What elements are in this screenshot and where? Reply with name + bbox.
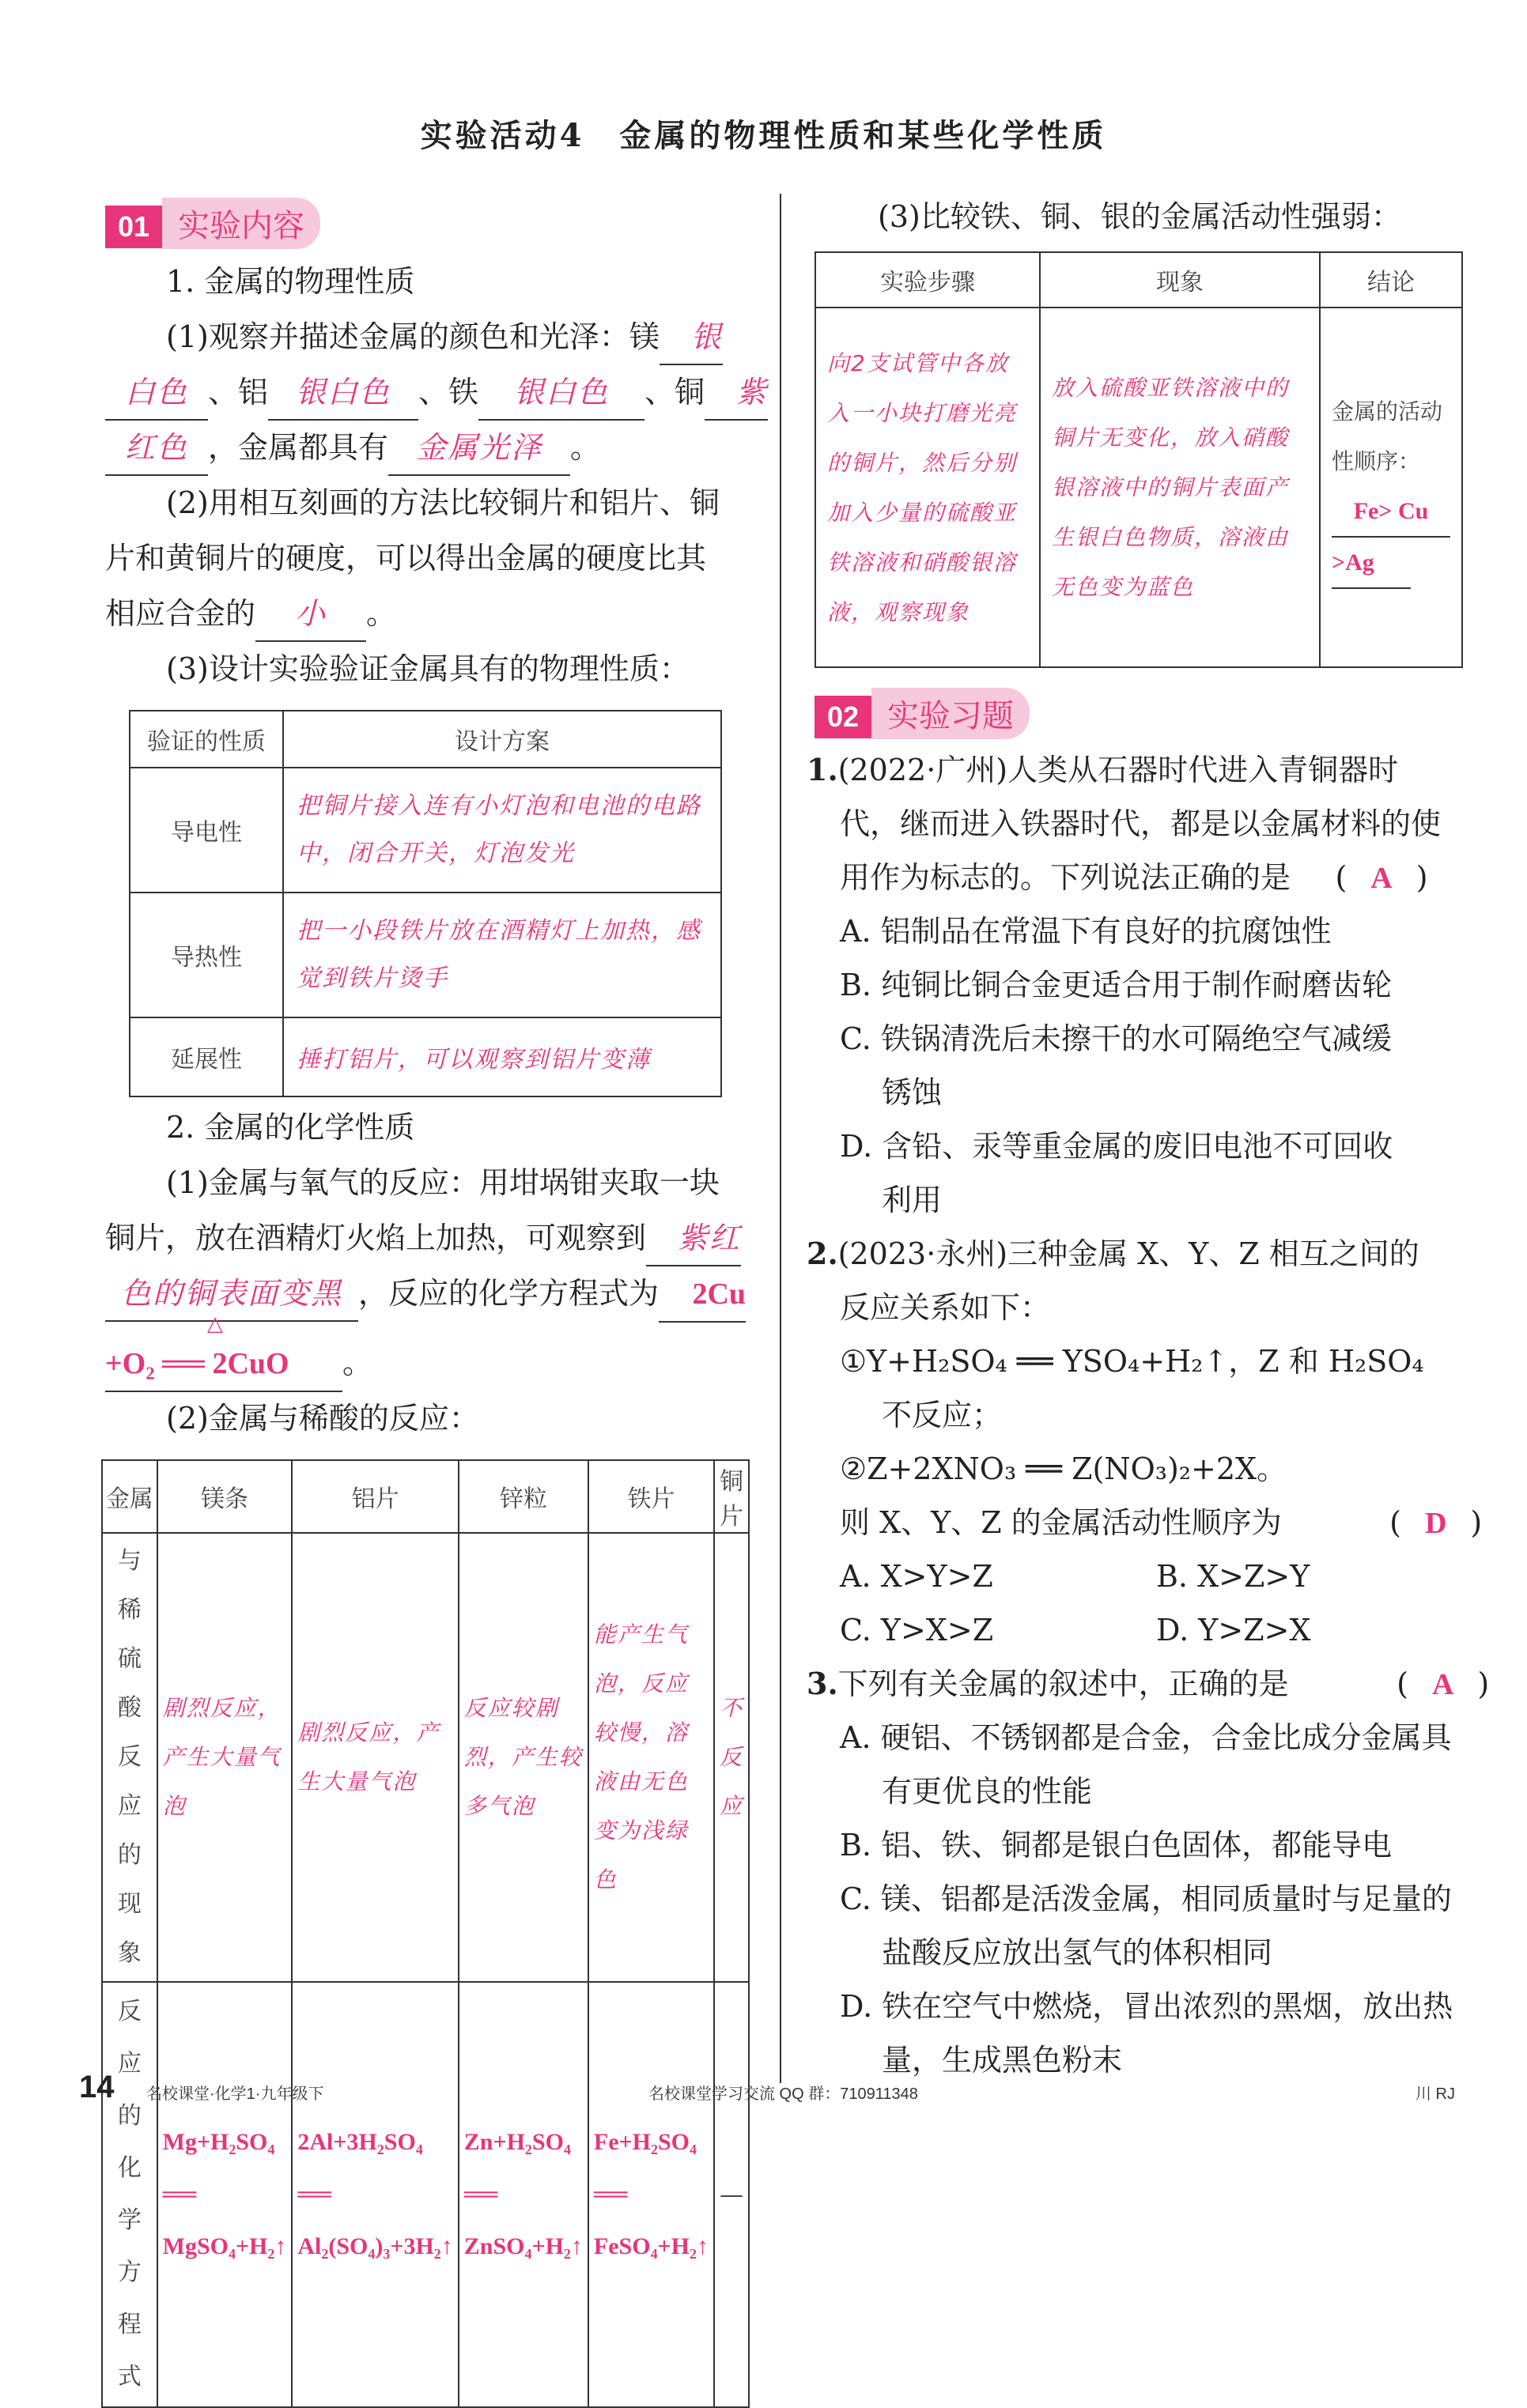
period: 。 [342,1346,373,1380]
table-cell-plan: 把一小段铁片放在酒精灯上加热，感觉到铁片烫手 [283,893,721,1017]
row-label: 反应的化学方程式 [102,1982,157,2407]
acid-reaction-table [101,1459,750,2408]
chem-q1-mid: ，反应的化学方程式为 [358,1276,660,1311]
answer-choice: D [1424,1507,1447,1540]
answer-mg-color-cont: 白色 [105,365,208,421]
q1-tail: ，金属都具有 [208,430,389,465]
answer-hardness: 小 [255,587,366,642]
edition: 川 RJ [1415,2085,1455,2103]
option-cont: 有更优良的性能 [882,1774,1093,1809]
table-cell-plan: 捶打铝片，可以观察到铝片变薄 [283,1017,721,1096]
answer-bracket: ( A ) [1335,860,1428,895]
q1-text: (1)观察并描述金属的颜色和光泽：镁 [166,319,660,354]
table-header: 验证的性质 [130,711,283,768]
answer-equation: 2Cu [659,1267,746,1323]
period: 。 [366,596,397,631]
row-label: 与稀硫酸反应的现象 [102,1533,157,1982]
section-number: 02 [815,696,871,738]
table-cell-phenomenon: 放入硫酸亚铁溶液中的铜片无变化，放入硝酸银溶液中的铜片表面产生银白色物质，溶液由无色变为蓝色 [1040,308,1320,667]
sep-cu: 、铜 [644,375,705,410]
qq-group: 名校课堂学习交流 QQ 群：710911348 [648,2085,918,2103]
option: C. 铁锅清洗后未擦干的水可隔绝空气减缓 [840,1021,1392,1056]
table-header: 铜片 [714,1460,749,1533]
table-cell: 能产生气泡，反应较慢，溶液由无色变为浅绿色 [588,1533,714,1982]
answer-bracket: ( D ) [1389,1505,1483,1540]
q2-line2: 片和黄铜片的硬度，可以得出金属的硬度比其 [105,541,707,576]
option-cont: 盐酸反应放出氢气的体积相同 [882,1935,1273,1970]
conclusion-answer: Fe> Cu [1332,486,1450,538]
q2-line1: (2)用相互刻画的方法比较铜片和铝片、铜 [166,485,720,520]
answer-choice: A [1370,862,1393,895]
option: D. Y>Z>X [1156,1613,1311,1647]
option: B. 铝、铁、铜都是银白色固体，都能导电 [840,1828,1393,1863]
page-title: 实验活动4 金属的物理性质和某些化学性质 [420,117,1107,154]
table-cell-property: 延展性 [130,1017,283,1096]
q2-line3 [105,587,396,642]
answer-al-color: 银白色 [268,365,418,421]
question-text: 则 X、Y、Z 的金属活动性顺序为 [840,1505,1282,1540]
answer-choice: A [1431,1668,1454,1701]
q1-line1 [166,310,723,365]
question-1-line2: 代，继而进入铁器时代，都是以金属材料的使 [840,806,1442,841]
question-2-eq2: ②Z+2XNO₃ ══ Z(NO₃)₂+2X。 [840,1451,1287,1486]
q1-line3 [105,421,600,476]
activity-q3-heading: (3)比较铁、铜、银的金属活动性强弱： [878,199,1401,234]
q1-line2 [105,365,768,421]
table-cell: 2Al+3H₂SO₄ ══ Al₂(SO₄)₃+3H₂↑ [292,1982,458,2407]
question-2-eq1: ①Y+H₂SO₄ ══ YSO₄+H₂↑，Z 和 H₂SO₄ [840,1344,1424,1379]
question-2-eq1-cont: 不反应； [882,1398,1003,1432]
chem-q1-line3 [105,1266,746,1323]
physical-property-table [129,710,722,1097]
option: B. 纯铜比铜合金更适合用于制作耐磨齿轮 [840,968,1393,1002]
table-cell: Zn+H₂SO₄ ══ ZnSO₄+H₂↑ [459,1982,588,2407]
option: A. 硬铝、不锈钢都是合金，合金比成分金属具 [840,1720,1452,1755]
table-cell-conclusion [1320,308,1462,667]
chem-q1-text: 铜片，放在酒精灯火焰上加热，可观察到 [105,1221,647,1255]
section-number: 01 [105,206,162,248]
option-cont: 量，生成黑色粉末 [882,2043,1123,2078]
question-text: 用作为标志的。下列说法正确的是 [840,860,1291,895]
question-text: 下列有关金属的叙述中，正确的是 [837,1666,1289,1701]
section-label: 实验内容 [162,198,320,249]
table-cell-step: 向2支试管中各放入一小块打磨光亮的铜片，然后分别加入少量的硫酸亚铁溶液和硝酸银溶液，观察现象 [815,308,1040,667]
table-header: 现象 [1040,252,1320,308]
option-cont: 锈蚀 [882,1075,943,1110]
question-number: 2. [807,1236,838,1271]
option: C. 镁、铝都是活泼金属，相同质量时与足量的 [840,1881,1452,1916]
table-header: 铁片 [588,1460,714,1533]
table-cell: 不反应 [714,1533,749,1982]
table-header: 铝片 [292,1460,458,1533]
table-cell-property: 导电性 [130,768,283,893]
answer-bracket: ( A ) [1397,1666,1490,1701]
q2-text: 相应合金的 [105,596,256,631]
section-label: 实验习题 [871,688,1030,739]
table-header: 结论 [1320,252,1462,308]
page-number: 14 [79,2070,115,2104]
question-text: (2022·广州)人类从石器时代进入青铜器时 [837,753,1399,787]
question-3-line1 [807,1657,1502,1712]
section-header-exercises [815,688,1030,737]
option: D. 含铅、汞等重金属的废旧电池不可回收 [840,1129,1393,1164]
answer-luster: 金属光泽 [388,421,570,476]
equation-condition: △ [207,1312,223,1336]
answer-fe-color: 银白色 [478,365,644,421]
option: A. X>Y>Z [840,1559,993,1594]
option: C. Y>X>Z [840,1613,994,1647]
section-header-content [105,198,320,247]
chem-q1-line1: (1)金属与氧气的反应：用坩埚钳夹取一块 [166,1165,720,1200]
activity-table [815,251,1463,668]
subheading-physical: 1. 金属的物理性质 [166,264,415,299]
period: 。 [570,430,601,465]
answer-observation: 紫红 [646,1211,741,1266]
table-cell: Fe+H₂SO₄ ══ FeSO₄+H₂↑ [588,1982,714,2407]
table-header: 金属 [102,1460,157,1533]
answer-cu-color-cont: 红色 [105,421,208,476]
answer-observation-cont: 色的铜表面变黑 [105,1266,358,1322]
table-cell: 剧烈反应，产生大量气泡 [292,1533,458,1982]
conclusion-text: 金属的活动性顺序： [1332,398,1443,474]
conclusion-answer-cont: >Ag [1332,538,1411,589]
table-cell: — [714,1982,749,2407]
question-1-line3 [840,851,1441,905]
table-cell-plan: 把铜片接入连有小灯泡和电池的电路中，闭合开关，灯泡发光 [283,768,721,893]
column-divider [780,194,781,2083]
chem-q1-line2 [105,1211,741,1266]
question-number: 1. [807,752,838,787]
sep-al: 、铝 [208,375,269,410]
book-title: 名校课堂·化学1·九年级下 [146,2085,324,2103]
q3-text: (3)设计实验验证金属具有的物理性质： [166,651,690,686]
option: A. 铝制品在常温下有良好的抗腐蚀性 [840,914,1332,949]
table-header: 镁条 [157,1460,293,1533]
table-header: 实验步骤 [815,252,1040,308]
question-2-line1 [807,1227,1419,1281]
answer-mg-color: 银 [660,310,723,365]
chem-q1-line4 [105,1336,372,1392]
table-header: 设计方案 [283,711,721,768]
chem-q2-text: (2)金属与稀酸的反应： [166,1401,479,1436]
answer-equation-cont: +O₂ ══ 2CuO [105,1337,342,1392]
question-2-ask [840,1496,1495,1550]
table-cell: 反应较剧烈，产生较多气泡 [459,1533,588,1982]
table-header: 锌粒 [459,1460,588,1533]
table-cell: 剧烈反应，产生大量气泡 [157,1533,293,1982]
question-text: (2023·永州)三种金属 X、Y、Z 相互之间的 [837,1236,1419,1271]
option: B. X>Z>Y [1156,1559,1310,1594]
option: D. 铁在空气中燃烧，冒出浓烈的黑烟，放出热 [840,1989,1453,2024]
question-2-line2: 反应关系如下： [840,1290,1051,1325]
subheading-chemical: 2. 金属的化学性质 [166,1110,415,1145]
question-number: 3. [807,1666,838,1701]
sep-fe: 、铁 [418,375,479,410]
answer-cu-color: 紫 [705,365,768,421]
table-cell: Mg+H₂SO₄ ══ MgSO₄+H₂↑ [157,1982,293,2407]
option-cont: 利用 [882,1183,943,1217]
question-1-line1 [807,743,1398,797]
table-cell-property: 导热性 [130,893,283,1017]
